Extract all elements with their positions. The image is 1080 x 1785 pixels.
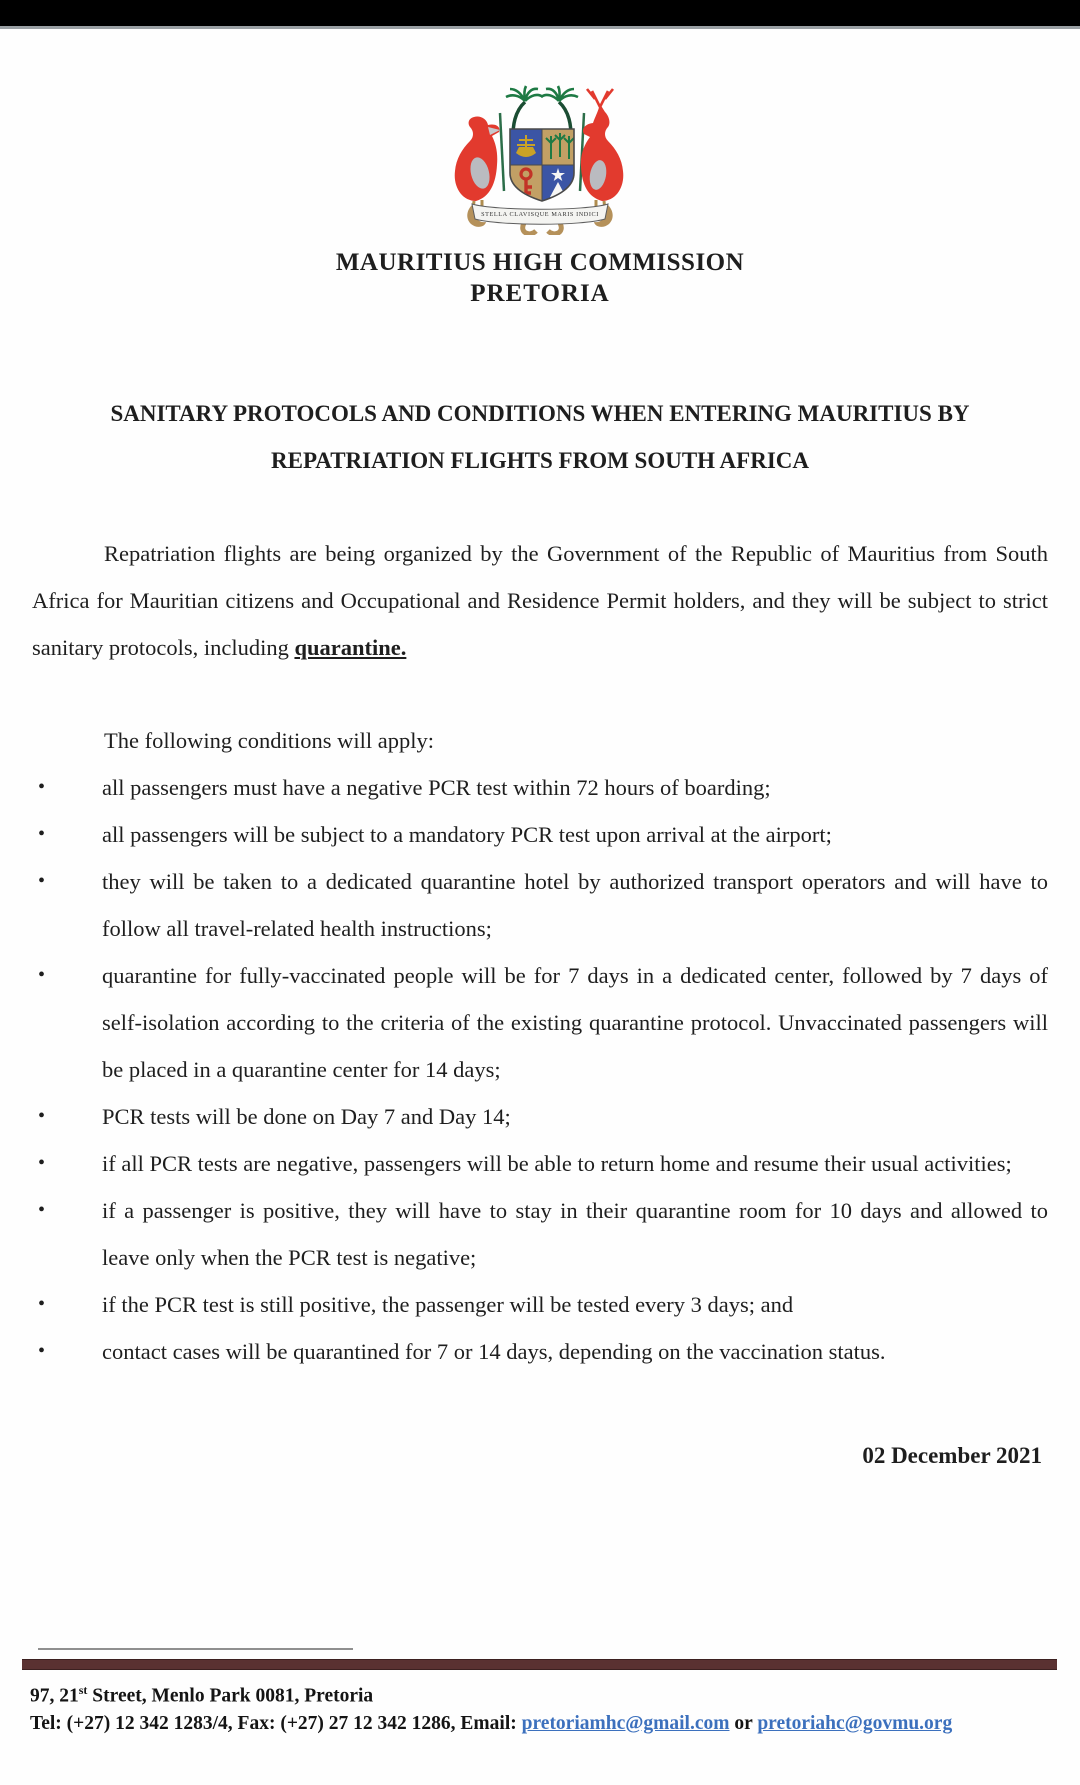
motto-text: STELLA CLAVISQUE MARIS INDICI — [481, 211, 599, 218]
footer — [22, 1648, 1057, 1737]
list-item: • PCR tests will be done on Day 7 and Day 14; — [32, 1093, 1048, 1140]
list-item: • if the PCR test is still positive, the passenger will be tested every 3 days; and — [32, 1281, 1048, 1328]
email-link-gmail[interactable]: pretoriamhc@gmail.com — [521, 1712, 730, 1734]
footer-address — [30, 1677, 1057, 1710]
address-rest: Street, Menlo Park 0081, Pretoria — [87, 1685, 374, 1707]
list-item: • if a passenger is positive, they will have to stay in their quarantine room for 10 days and allowed to leave only when the PCR test is negative; — [32, 1187, 1048, 1281]
document-title-line1: SANITARY PROTOCOLS AND CONDITIONS WHEN ENTERING MAURITIUS BY — [110, 401, 970, 426]
email-link-govmu[interactable]: pretoriahc@govmu.org — [757, 1712, 953, 1734]
list-item: • all passengers will be subject to a mandatory PCR test upon arrival at the airport; — [32, 811, 1048, 858]
intro-emphasis: quarantine. — [294, 635, 407, 660]
footer-short-rule — [38, 1648, 353, 1650]
motto-banner — [467, 204, 612, 234]
address-number: 97, 21 — [30, 1685, 79, 1707]
document-title-line2: REPATRIATION FLIGHTS FROM SOUTH AFRICA — [271, 448, 809, 473]
contact-prefix: Tel: (+27) 12 342 1283/4, Fax: (+27) 27 12 342 1286, Email: — [30, 1712, 522, 1734]
intro-paragraph — [32, 530, 1048, 671]
org-name: MAURITIUS HIGH COMMISSION — [335, 249, 745, 276]
palms-glyph — [546, 133, 574, 159]
document-title — [30, 390, 1050, 484]
deer-supporter — [581, 89, 623, 210]
intro-text: Repatriation flights are being organized by the Government of the Republic of Mauritius from South Africa for Mauritian citizens and Occupational and Residence Permit holders, and they will be subject to strict sanitary protocols, including — [32, 541, 1048, 660]
top-black-bar — [0, 0, 1080, 26]
mauritius-coat-of-arms-icon — [424, 83, 656, 235]
shield — [510, 129, 574, 205]
list-item: • they will be taken to a dedicated quarantine hotel by authorized transport operators and will have to follow all travel-related health instructions; — [32, 858, 1048, 952]
dodo-supporter — [455, 116, 500, 210]
emblem-container — [0, 83, 1080, 240]
org-city: PRETORIA — [470, 280, 610, 307]
top-bar-edge-line — [0, 26, 1080, 29]
palm-fronds-right — [541, 86, 578, 101]
conditions-lead: The following conditions will apply: — [104, 728, 434, 753]
address-ordinal-suffix: st — [78, 1683, 88, 1697]
conditions-list — [32, 764, 1048, 1375]
footer-contact — [30, 1710, 1057, 1737]
document-date: 02 December 2021 — [862, 1443, 1042, 1468]
contact-separator: or — [729, 1712, 758, 1734]
list-item: • quarantine for fully-vaccinated people will be for 7 days in a dedicated center, followed by 7 days of self-isolation according to the criteria of the existing quarantine protocol. Unvaccinated passengers will be placed in a quarantine center for 14 days; — [32, 952, 1048, 1093]
list-item: • if all PCR tests are negative, passengers will be able to return home and resume their usual activities; — [32, 1140, 1048, 1187]
footer-thick-rule — [22, 1659, 1057, 1670]
list-item: • contact cases will be quarantined for 7 or 14 days, depending on the vaccination status. — [32, 1328, 1048, 1375]
palm-fronds-left — [506, 86, 543, 101]
list-item: • all passengers must have a negative PCR test within 72 hours of boarding; — [32, 764, 1048, 811]
